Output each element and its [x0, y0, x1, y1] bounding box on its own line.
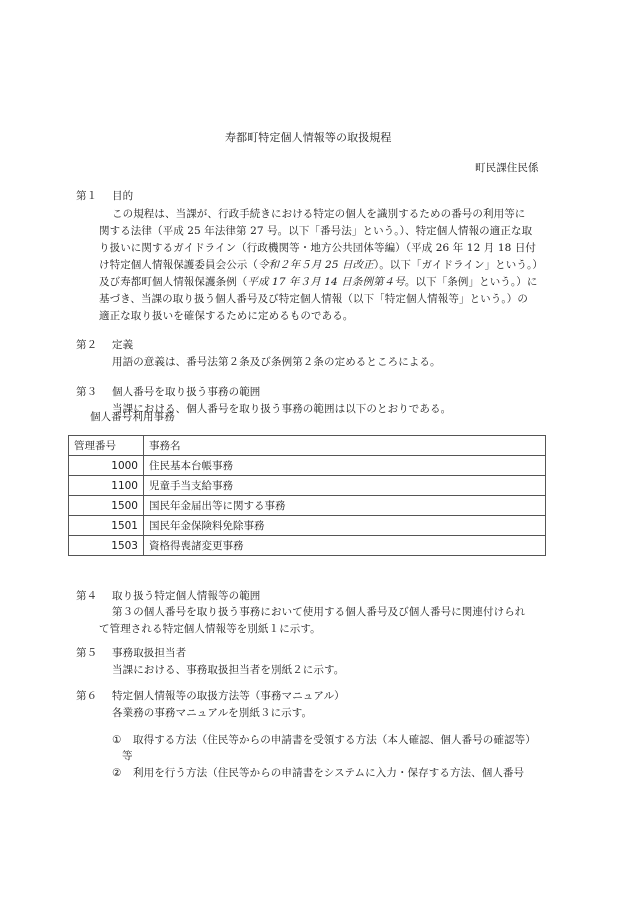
table-header-row	[69, 436, 546, 456]
table-cell-name: 児童手当支給事務	[144, 476, 546, 496]
section-5-line-1: 当課における、事務取扱担当者を別紙２に示す。	[112, 664, 345, 676]
table-row	[69, 496, 546, 516]
table-cell-name: 資格得喪諸変更事務	[144, 536, 546, 556]
section-6-heading: 特定個人情報等の取扱方法等（事務マニュアル）	[112, 690, 345, 702]
section-1-line-4-date: 令和２年５月 25 日改正	[258, 259, 374, 271]
table-cell-code: 1503	[69, 536, 144, 556]
table-cell-name: 国民年金届出等に関する事務	[144, 496, 546, 516]
section-1-line-7: 適正な取り扱いを確保するために定めるものである。	[99, 310, 354, 322]
department-label: 町民課住民係	[475, 162, 539, 174]
item-1-marker: ①	[112, 734, 122, 746]
item-2-marker: ②	[112, 767, 122, 779]
item-1-line-2: 等	[122, 750, 133, 762]
section-3-line-1: 当課における、個人番号を取り扱う事務の範囲は以下のとおりである。	[112, 403, 452, 415]
section-1-line-4-b: ）。以下「ガイドライン」という。）	[373, 259, 543, 271]
item-2-line-1: 利用を行う方法（住民等からの申請書をシステムに入力・保存する方法、個人番号	[133, 767, 525, 779]
section-1-line-6: 基づき、当課の取り扱う個人番号及び特定個人情報（以下「特定個人情報等」という。）の	[99, 293, 528, 305]
table-row	[69, 516, 546, 536]
section-2-number: 第２	[76, 339, 98, 351]
section-6-line-1: 各業務の事務マニュアルを別紙３に示す。	[112, 707, 313, 719]
table-row	[69, 476, 546, 496]
section-1-line-4-a: け特定個人情報保護委員会公示（	[99, 259, 258, 271]
section-6-number: 第６	[76, 690, 98, 702]
table-row	[69, 456, 546, 476]
section-4-line-1: 第３の個人番号を取り扱う事務において使用する個人番号及び個人番号に関連付けられ	[112, 606, 526, 618]
table-header-name: 事務名	[144, 436, 546, 456]
section-4-line-2: て管理される特定個人情報等を別紙１に示す。	[99, 623, 321, 635]
section-1-line-5-a: 及び寿都町個人情報保護条例（	[99, 276, 248, 288]
section-5-heading: 事務取扱担当者	[112, 647, 187, 659]
section-1-line-5-b: 。以下「条例」という。）に	[404, 276, 538, 288]
section-1-line-2: 関する法律（平成 25 年法律第 27 号。以下「番号法」という。）、特定個人情報の適正な取	[99, 225, 533, 237]
section-1-heading: 目的	[112, 190, 134, 202]
office-work-table	[68, 435, 546, 556]
section-2-line-1: 用語の意義は、番号法第２条及び条例第２条の定めるところによる。	[112, 356, 441, 368]
table-cell-name: 住民基本台帳事務	[144, 456, 546, 476]
document-title: 寿都町特定個人情報等の取扱規程	[225, 131, 392, 144]
table-cell-code: 1501	[69, 516, 144, 536]
section-5-number: 第５	[76, 647, 98, 659]
section-4-number: 第４	[76, 590, 98, 602]
item-1-line-1: 取得する方法（住民等からの申請書を受領する方法（本人確認、個人番号の確認等）	[133, 734, 536, 746]
table-cell-code: 1000	[69, 456, 144, 476]
section-1-line-5	[99, 275, 537, 289]
section-3-heading: 個人番号を取り扱う事務の範囲	[112, 386, 261, 398]
section-1-line-1: この規程は、当課が、行政手続きにおける特定の個人を識別するための番号の利用等に	[112, 208, 526, 220]
section-4-heading: 取り扱う特定個人情報等の範囲	[112, 590, 261, 602]
section-1-line-5-ordinance: 平成 17 年３月 14 日条例第４号	[247, 276, 405, 288]
table-cell-code: 1100	[69, 476, 144, 496]
table-header-code: 管理番号	[69, 436, 144, 456]
table-caption-text: 個人番号利用事務	[90, 411, 175, 423]
section-1-line-3: り扱いに関するガイドライン（行政機関等・地方公共団体等編）（平成 26 年 12 月 18 日付	[99, 242, 537, 254]
table-cell-name: 国民年金保険料免除事務	[144, 516, 546, 536]
table-cell-code: 1500	[69, 496, 144, 516]
section-2-heading: 定義	[112, 339, 134, 351]
section-1-number: 第１	[76, 190, 98, 202]
section-3-number: 第３	[76, 386, 98, 398]
section-1-line-4	[99, 258, 543, 272]
table-row	[69, 536, 546, 556]
